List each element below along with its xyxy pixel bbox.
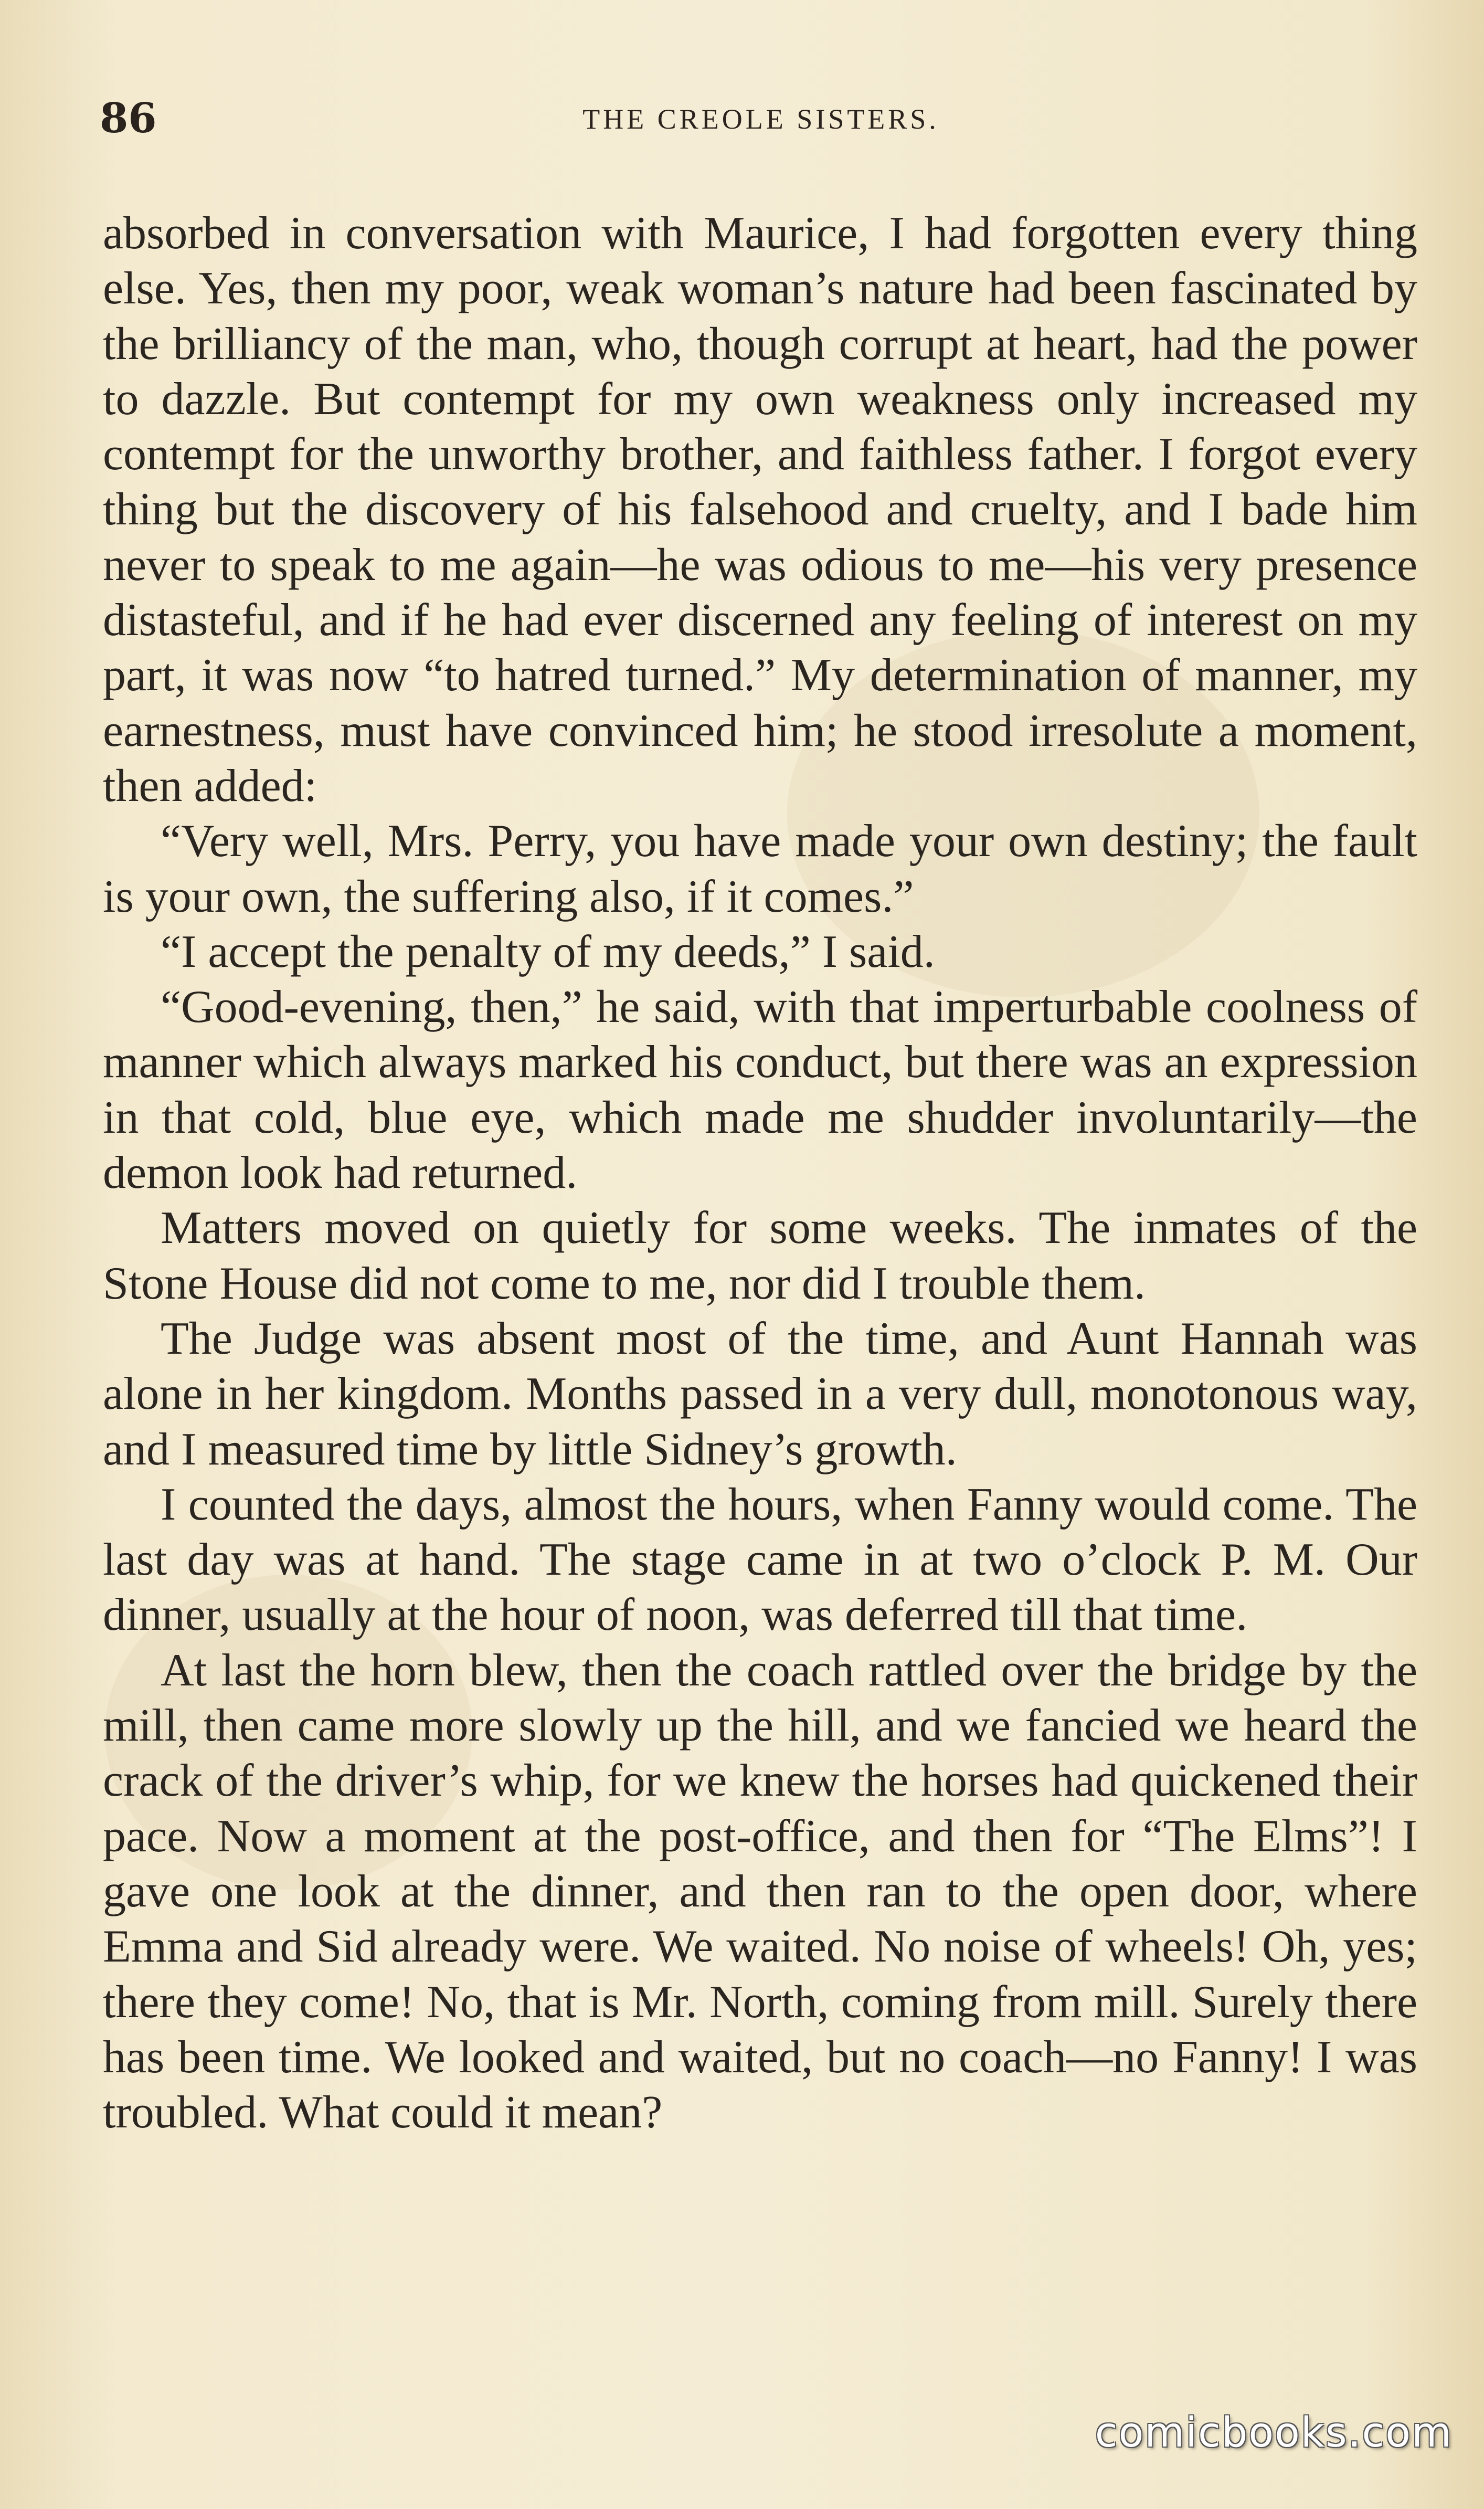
paragraph: “Good-evening, then,” he said, with that imperturbable coolness of manner which always marked his conduct, but there was an expression in that cold, blue eye, which made me shudder involuntarily—the demon look had returned. xyxy=(103,982,1417,1199)
page-number: 86 xyxy=(100,94,157,142)
watermark: comicbooks.com xyxy=(1095,2409,1453,2457)
paragraph: “I accept the penalty of my deeds,” I said. xyxy=(161,926,935,977)
paragraph: At last the horn blew, then the coach rattled over the bridge by the mill, then came more slowly up the hill, and we fancied we heard the crack of the driver’s whip, for we knew the horses had quickened their pace. Now a moment at the post-office, and then for “The Elms”! I gave one look at the dinner, and then ran to the open door, where Emma and Sid already were. We waited. No noise of wheels! Oh, yes; there they come! No, that is Mr. North, coming from mill. Surely there has been time. We looked and waited, but no coach—no Fanny! I was troubled. What could it mean? xyxy=(103,1644,1417,2138)
paragraph: Matters moved on quietly for some weeks. The inmates of the Stone House did not come to me, nor did I trouble them. xyxy=(103,1203,1417,1309)
paragraph: I counted the days, almost the hours, when Fanny would come. The last day was at hand. The stage came in at two o’clock P. M. Our dinner, usually at the hour of noon, was deferred till that time. xyxy=(103,1479,1417,1641)
running-title: THE CREOLE SISTERS. xyxy=(582,103,939,135)
running-head xyxy=(100,94,1422,152)
paragraph: The Judge was absent most of the time, and Aunt Hannah was alone in her kingdom. Months passed in a very dull, monotonous way, and I measured time by little Sidney’s growth. xyxy=(103,1313,1417,1475)
paragraph: “Very well, Mrs. Perry, you have made your own destiny; the fault is your own, the suffering also, if it comes.” xyxy=(103,816,1417,922)
paragraph: absorbed in conversation with Maurice, I had forgotten every thing else. Yes, then my poor, weak woman’s nature had been fascinated by the brilliancy of the man, who, though corrupt at heart, had the power to dazzle. But contempt for my own weakness only increased my contempt for the unworthy brother, and faithless father. I forgot every thing but the discovery of his falsehood and cruelty, and I bade him never to speak to me again—he was odious to me—his very presence distasteful, and if he had ever discerned any feeling of interest on my part, it was now “to hatred turned.” My determination of manner, my earnestness, must have convinced him; he stood irresolute a moment, then added: xyxy=(103,208,1417,811)
body-text xyxy=(103,206,1417,2140)
